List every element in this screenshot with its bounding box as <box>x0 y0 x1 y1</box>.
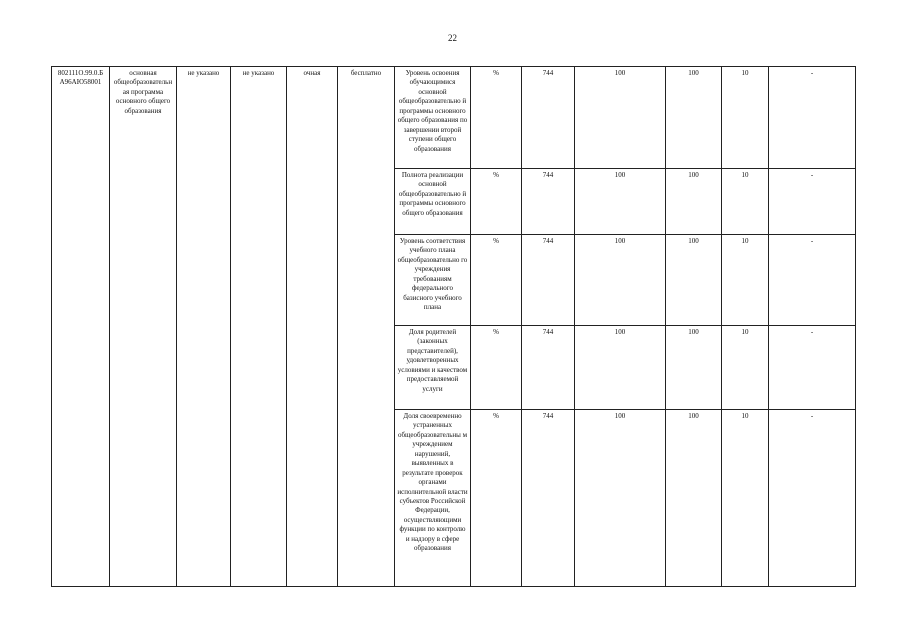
unit-cell: % <box>471 67 522 169</box>
form-cell: очная <box>287 67 338 587</box>
deviation-cell: 10 <box>722 169 769 235</box>
indicator-name: Уровень соответствия учебного плана общеобразовательно го учреждения требованиям федерального базисного учебного плана <box>395 235 471 326</box>
category-cell-2: не указано <box>231 67 287 587</box>
unit-cell: % <box>471 169 522 235</box>
value-cell: 100 <box>575 169 666 235</box>
deviation-cell: 10 <box>722 235 769 326</box>
unit-cell: % <box>471 326 522 410</box>
value-cell: 100 <box>575 410 666 587</box>
deviation-cell: 10 <box>722 410 769 587</box>
indicator-name: Доля родителей (законных представителей), удовлетворенных условиями и качеством предоставляемой услуги <box>395 326 471 410</box>
value-cell: 100 <box>575 235 666 326</box>
note-cell: - <box>769 410 856 587</box>
okei-cell: 744 <box>522 410 575 587</box>
okei-cell: 744 <box>522 326 575 410</box>
note-cell: - <box>769 169 856 235</box>
okei-cell: 744 <box>522 235 575 326</box>
indicator-name: Полнота реализации основной общеобразовательно й программы основного общего образования <box>395 169 471 235</box>
value-cell: 100 <box>666 410 722 587</box>
table-row <box>52 67 856 169</box>
note-cell: - <box>769 235 856 326</box>
unit-cell: % <box>471 410 522 587</box>
program-name-cell: основная общеобразовательн ая программа основного общего образования <box>110 67 177 587</box>
okei-cell: 744 <box>522 169 575 235</box>
page-number: 22 <box>448 33 457 43</box>
payment-cell: бесплатно <box>338 67 395 587</box>
indicator-name: Доля своевременно устраненных общеобразовательны м учреждением нарушений, выявленных в результате проверок органами исполнительной власти субъектов Российской Федерации, осуществляющими функции по контролю и надзору в сфере образования <box>395 410 471 587</box>
deviation-cell: 10 <box>722 326 769 410</box>
category-cell-1: не указано <box>177 67 231 587</box>
value-cell: 100 <box>666 326 722 410</box>
value-cell: 100 <box>666 235 722 326</box>
services-table <box>51 66 856 587</box>
unit-cell: % <box>471 235 522 326</box>
value-cell: 100 <box>666 169 722 235</box>
okei-cell: 744 <box>522 67 575 169</box>
deviation-cell: 10 <box>722 67 769 169</box>
registry-code-cell: 802111О.99.0.Б А96АЮ58001 <box>52 67 110 587</box>
value-cell: 100 <box>666 67 722 169</box>
indicator-name: Уровень освоения обучающимися основной общеобразовательно й программы основного общего образования по завершении второй ступени общего образования <box>395 67 471 169</box>
note-cell: - <box>769 326 856 410</box>
value-cell: 100 <box>575 67 666 169</box>
value-cell: 100 <box>575 326 666 410</box>
note-cell: - <box>769 67 856 169</box>
